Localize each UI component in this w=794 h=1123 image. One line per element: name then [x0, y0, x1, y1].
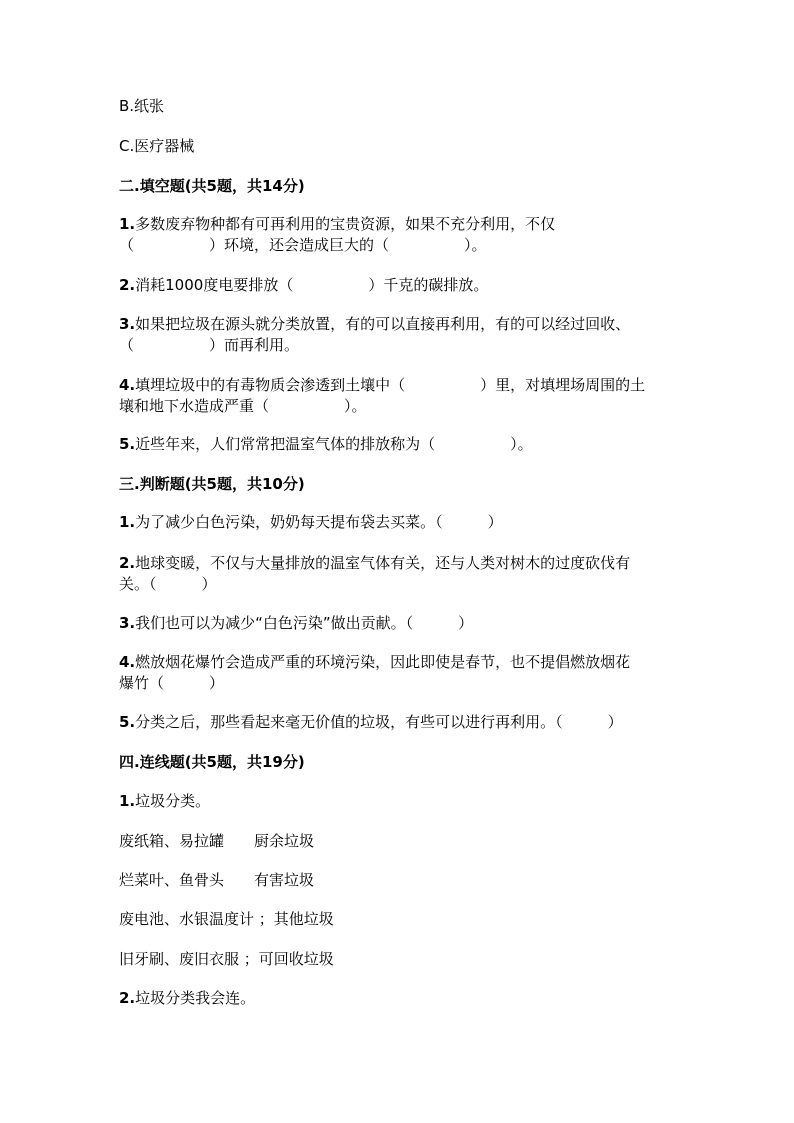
question-number: 3. [119, 315, 136, 333]
question-number: 4. [119, 653, 136, 671]
question-text: 如果把垃圾在源头就分类放置，有的可以直接再利用，有的可以经过回收、 [135, 315, 631, 333]
question-number: 5. [119, 435, 136, 453]
true-false-question-2 [119, 553, 679, 574]
question-text: 多数废弃物种都有可再利用的宝贵资源，如果不充分利用，不仅 [135, 215, 556, 233]
true-false-question-5 [119, 712, 679, 733]
matching-question-2 [119, 988, 679, 1009]
question-number: 2. [119, 989, 136, 1007]
question-number: 3. [119, 614, 136, 632]
question-text: 燃放烟花爆竹会造成严重的环境污染，因此即使是春节，也不提倡燃放烟花 [135, 653, 631, 671]
fill-blank-question-4 [119, 375, 679, 396]
question-text: 垃圾分类我会连。 [135, 989, 256, 1007]
true-false-question-2-cont: 关。（ ） [119, 575, 217, 593]
question-text: 我们也可以为减少“白色污染”做出贡献。（ ） [135, 614, 474, 632]
fill-blank-question-4-cont: 壤和地下水造成严重（ ）。 [119, 397, 367, 415]
question-number: 1. [119, 513, 136, 531]
section-matching-heading: 四.连线题(共5题，共19分) [119, 753, 305, 771]
fill-blank-question-1 [119, 214, 679, 235]
question-number: 5. [119, 713, 136, 731]
question-text: 消耗1000度电要排放（ ）千克的碳排放。 [135, 276, 489, 294]
question-number: 2. [119, 276, 136, 294]
question-text: 填埋垃圾中的有毒物质会渗透到土壤中（ ）里，对填埋场周围的土 [135, 376, 646, 394]
question-number: 1. [119, 792, 136, 810]
true-false-question-4-cont: 爆竹（ ） [119, 674, 225, 692]
section-true-false-heading: 三.判断题(共5题，共10分) [119, 475, 305, 493]
true-false-question-3 [119, 613, 679, 634]
question-text: 地球变暖，不仅与大量排放的温室气体有关，还与人类对树木的过度砍伐有 [135, 554, 631, 572]
question-number: 1. [119, 215, 136, 233]
matching-pair-3: 废电池、水银温度计 ；其他垃圾 [119, 910, 334, 928]
matching-pair-2: 烂菜叶、鱼骨头 有害垃圾 [119, 871, 315, 889]
question-text: 为了减少白色污染，奶奶每天提布袋去买菜。（ ） [135, 513, 503, 531]
fill-blank-question-3 [119, 314, 679, 335]
option-b: B.纸张 [119, 97, 165, 115]
question-number: 2. [119, 554, 136, 572]
question-text: 分类之后，那些看起来毫无价值的垃圾，有些可以进行再利用。（ ） [135, 713, 623, 731]
fill-blank-question-1-cont: （ ）环境，还会造成巨大的（ ）。 [119, 236, 487, 254]
fill-blank-question-2 [119, 275, 679, 296]
true-false-question-1 [119, 512, 679, 533]
fill-blank-question-5 [119, 434, 679, 455]
matching-pair-4: 旧牙刷、废旧衣服 ；可回收垃圾 [119, 950, 334, 968]
question-number: 4. [119, 376, 136, 394]
fill-blank-question-3-cont: （ ）而再利用。 [119, 336, 300, 354]
option-c: C.医疗器械 [119, 137, 195, 155]
section-fill-blank-heading: 二.填空题(共5题，共14分) [119, 177, 305, 195]
matching-pair-1: 废纸箱、易拉罐 厨余垃圾 [119, 832, 315, 850]
question-text: 近些年来，人们常常把温室气体的排放称为（ ）。 [135, 435, 533, 453]
true-false-question-4 [119, 652, 679, 673]
matching-question-1 [119, 791, 679, 812]
question-text: 垃圾分类。 [135, 792, 211, 810]
